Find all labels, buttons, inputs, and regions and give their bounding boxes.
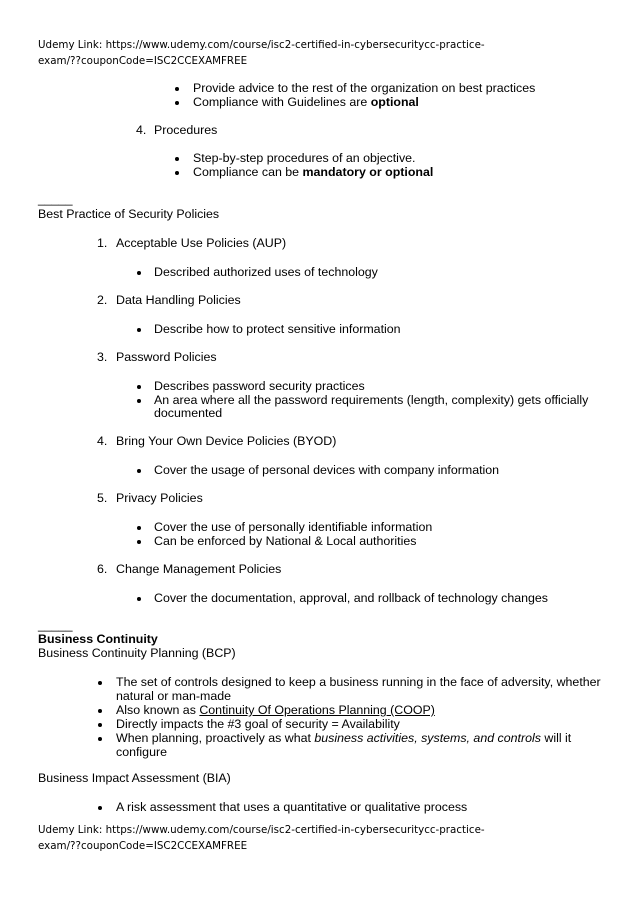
bullet-dot — [98, 737, 102, 741]
policy-bullet: Cover the documentation, approval, and rollback of technology changes — [154, 591, 548, 605]
policy-number: 4. — [97, 434, 108, 448]
policy-title-data-handling: Data Handling Policies — [116, 293, 241, 307]
policy-title-byod: Bring Your Own Device Policies (BYOD) — [116, 434, 337, 448]
policy-bullet: Describes password security practices — [154, 379, 365, 393]
policy-bullet: Describe how to protect sensitive information — [154, 322, 401, 336]
procedures-bullet-2-bold: mandatory or optional — [302, 165, 434, 179]
bcp-bullet-1: The set of controls designed to keep a business running in the face of adversity, whether — [116, 675, 601, 689]
bullet-dot — [98, 806, 102, 810]
bullet-dot — [98, 723, 102, 727]
header-link[interactable] — [38, 37, 485, 69]
bcp-subheading: Business Continuity Planning (BCP) — [38, 646, 236, 660]
bcp-bullet-4-text-end: will it — [540, 731, 572, 745]
bcp-bullet-2 — [116, 703, 435, 718]
policy-number: 3. — [97, 350, 108, 364]
procedures-bullet-2-text: Compliance can be — [193, 165, 303, 179]
policy-bullet: Can be enforced by National & Local authorities — [154, 534, 417, 548]
bullet-dot — [137, 469, 141, 473]
bullet-dot — [137, 271, 141, 275]
bia-heading: Business Impact Assessment (BIA) — [38, 771, 231, 785]
guidelines-bullet-2-bold: optional — [370, 95, 419, 109]
bcp-bullet-4-text: When planning, proactively as what — [116, 731, 315, 745]
policy-number: 6. — [97, 562, 108, 576]
policy-title-aup: Acceptable Use Policies (AUP) — [116, 236, 287, 250]
policy-bullet: An area where all the password requirements (length, complexity) gets officially — [154, 393, 589, 407]
bullet-dot — [137, 385, 141, 389]
guidelines-bullet-1: Provide advice to the rest of the organization on best practices — [193, 81, 536, 95]
bcp-bullet-3: Directly impacts the #3 goal of security = Availability — [116, 717, 400, 731]
policy-number: 1. — [97, 236, 108, 250]
header-link-line1: Udemy Link: https://www.udemy.com/course/isc2-certified-in-cybersecuritycc-practice- — [38, 39, 485, 51]
bcp-bullet-4-italic: business activities, systems, and controls — [314, 731, 541, 745]
bullet-dot — [175, 87, 179, 91]
footer-link[interactable] — [38, 822, 485, 854]
policy-title-change-management: Change Management Policies — [116, 562, 282, 576]
procedures-number: 4. — [136, 123, 147, 137]
bullet-dot — [175, 101, 179, 105]
procedures-title: Procedures — [154, 123, 218, 137]
policy-bullet: Cover the use of personally identifiable information — [154, 520, 433, 534]
guidelines-bullet-2 — [193, 95, 419, 110]
bullet-dot — [137, 526, 141, 530]
bullet-dot — [175, 171, 179, 175]
bcp-bullet-2-text: Also known as — [116, 703, 200, 717]
policy-bullet: Cover the usage of personal devices with company information — [154, 463, 500, 477]
bullet-dot — [175, 157, 179, 161]
bullet-dot — [137, 399, 141, 403]
business-continuity-heading: Business Continuity — [38, 632, 158, 646]
section-separator: _____ — [38, 618, 73, 632]
bullet-dot — [98, 709, 102, 713]
bia-bullet-1: A risk assessment that uses a quantitative or qualitative process — [116, 800, 468, 814]
bullet-dot — [137, 328, 141, 332]
best-practice-heading: Best Practice of Security Policies — [38, 207, 220, 221]
guidelines-bullet-2-text: Compliance with Guidelines are — [193, 95, 371, 109]
coop-link[interactable]: Continuity Of Operations Planning (COOP) — [199, 703, 435, 717]
bcp-bullet-4-continuation: configure — [116, 745, 167, 759]
policy-number: 2. — [97, 293, 108, 307]
policy-number: 5. — [97, 491, 108, 505]
procedures-bullet-2 — [193, 165, 433, 180]
bcp-bullet-1-continuation: natural or man-made — [116, 689, 232, 703]
policy-bullet: Described authorized uses of technology — [154, 265, 378, 279]
bcp-bullet-4 — [116, 731, 571, 746]
section-separator: _____ — [38, 192, 73, 206]
footer-link-line1: Udemy Link: https://www.udemy.com/course/isc2-certified-in-cybersecuritycc-practice- — [38, 824, 485, 836]
bullet-dot — [137, 540, 141, 544]
policy-bullet-continuation: documented — [154, 406, 223, 420]
bullet-dot — [137, 597, 141, 601]
header-link-line2: exam/??couponCode=ISC2CCEXAMFREE — [38, 55, 248, 67]
procedures-bullet-1: Step-by-step procedures of an objective. — [193, 151, 416, 165]
policy-title-password: Password Policies — [116, 350, 217, 364]
bullet-dot — [98, 681, 102, 685]
footer-link-line2: exam/??couponCode=ISC2CCEXAMFREE — [38, 840, 248, 852]
policy-title-privacy: Privacy Policies — [116, 491, 203, 505]
